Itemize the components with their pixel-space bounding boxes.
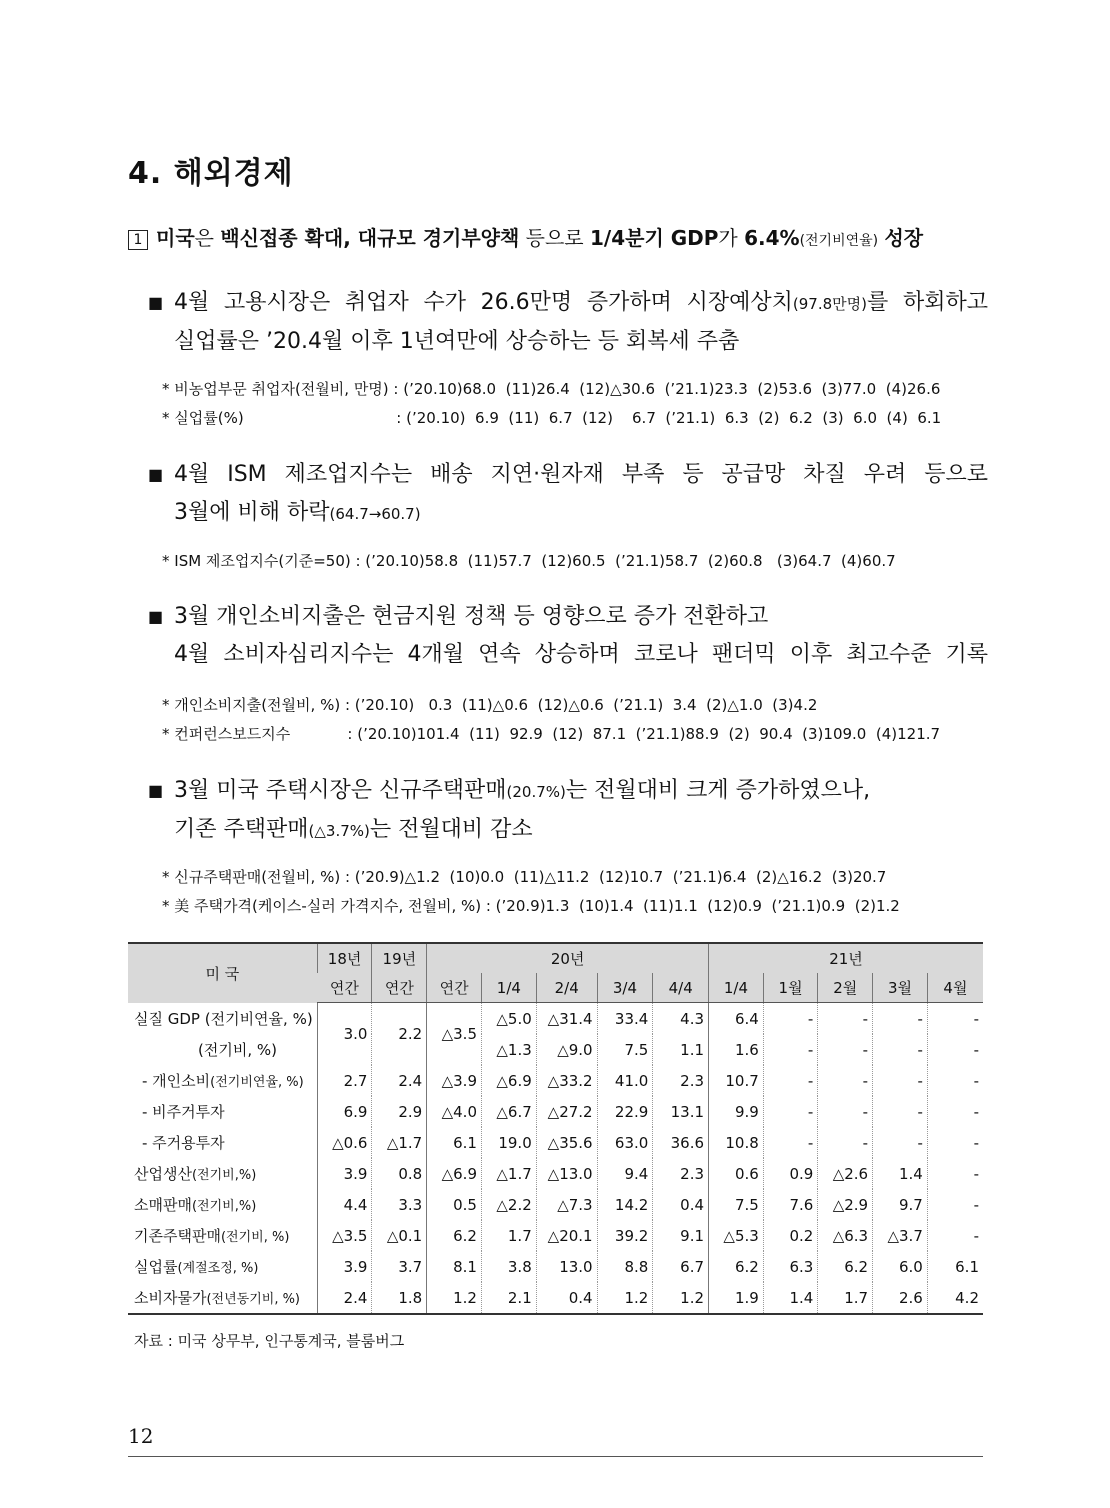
table-cell: △2.9 [818,1189,873,1220]
table-cell: 1.2 [653,1282,709,1314]
table-cell: 2.3 [653,1158,709,1189]
row-label: 산업생산(전기비,%) [134,1165,257,1183]
note-nonfarm: * 비농업부문 취업자(전월비, 만명) : (’20.10)68.0 (11)26.4 (12)△30.6 (’21.1)23.3 (2)53.6 (3)77.0 (4)26.6 [162,380,941,398]
table-cell: 1.9 [709,1282,764,1314]
bullet-employment: ■ 4월 고용시장은 취업자 수가 26.6만명 증가하며 시장예상치(97.8만명)를 하회하고 실업률은 ’20.4월 이후 1년여만에 상승하는 등 회복세 주춤 [148,284,988,361]
source-note: 자료 : 미국 상무부, 인구통계국, 블룸버그 [134,1332,405,1350]
bullet-square-icon: ■ [148,607,164,626]
note-pce: * 개인소비지출(전월비, %) : (’20.10) 0.3 (11)△0.6 (12)△0.6 (’21.1) 3.4 (2)△1.0 (3)4.2 [162,696,818,714]
table-cell: △6.7 [481,1096,536,1127]
table-cell: 13.1 [653,1096,709,1127]
table-row [128,1251,983,1282]
table-cell: 6.3 [763,1251,818,1282]
year-header-20: 20년 [427,943,709,973]
table-cell: △3.5 [317,1220,372,1251]
table-cell: △20.1 [536,1220,597,1251]
table-cell: 6.7 [653,1251,709,1282]
table-cell: - [763,1127,818,1158]
table-cell: △6.9 [427,1158,482,1189]
table-cell: 1.8 [372,1282,427,1314]
table-cell: 9.1 [653,1220,709,1251]
year-header-18: 18년 [317,943,372,973]
table-cell: - [927,1127,983,1158]
table-row [128,1096,983,1127]
table-row-gdp: 실질 GDP (전기비연율, %) 3.0 2.2 △3.5 △5.0 △31.4 33.4 4.3 6.4 - - - - [128,1003,983,1035]
row-label: 기존주택판매(전기비, %) [134,1227,290,1245]
table-cell: - [763,1096,818,1127]
table-cell: 3.7 [372,1251,427,1282]
row-label: - 개인소비(전기비연율, %) [142,1072,304,1090]
table-cell: 6.1 [927,1251,983,1282]
footer-rule [128,1456,983,1457]
table-cell: 10.7 [709,1065,764,1096]
year-header-21: 21년 [709,943,983,973]
table-cell: 1.7 [818,1282,873,1314]
table-cell: - [873,1096,928,1127]
table-cell: - [873,1065,928,1096]
table-cell: △4.0 [427,1096,482,1127]
us-indicators-table [128,942,983,1315]
table-cell: 7.6 [763,1189,818,1220]
table-cell: 2.4 [317,1282,372,1314]
row-label: - 주거용투자 [142,1134,225,1152]
table-cell: 6.9 [317,1096,372,1127]
table-cell: 41.0 [597,1065,653,1096]
table-row [128,1065,983,1096]
table-row [128,1220,983,1251]
table-cell: 6.1 [427,1127,482,1158]
table-cell: 6.2 [709,1251,764,1282]
lead-summary: 1 미국은 백신접종 확대, 대규모 경기부양책 등으로 1/4분기 GDP가 6.4%(전기비연율) 성장 [128,222,923,251]
table-cell: 3.8 [481,1251,536,1282]
note-conference-board: * 컨퍼런스보드지수 : (’20.10)101.4 (11) 92.9 (12) 87.1 (’21.1)88.9 (2) 90.4 (3)109.0 (4)121.7 [162,725,941,743]
table-cell: 3.3 [372,1189,427,1220]
table-cell: △3.7 [873,1220,928,1251]
table-cell: 9.9 [709,1096,764,1127]
table-cell: 7.5 [709,1189,764,1220]
table-cell: 1.2 [427,1282,482,1314]
table-cell: - [763,1065,818,1096]
table-cell: △1.7 [372,1127,427,1158]
table-cell: 0.4 [653,1189,709,1220]
bullet-square-icon: ■ [148,781,164,800]
table-cell: 8.8 [597,1251,653,1282]
table-cell: 19.0 [481,1127,536,1158]
year-header-19: 19년 [372,943,427,973]
table-cell: 9.7 [873,1189,928,1220]
table-cell: △35.6 [536,1127,597,1158]
bullet-consumption: ■ 3월 개인소비지출은 현금지원 정책 등 영향으로 증가 전환하고 4월 소비자심리지수는 4개월 연속 상승하며 코로나 팬더믹 이후 최고수준 기록 [148,598,988,674]
table-cell: 63.0 [597,1127,653,1158]
table-row [128,1127,983,1158]
table-cell: 9.4 [597,1158,653,1189]
table-cell: △2.6 [818,1158,873,1189]
table-cell: - [927,1189,983,1220]
table-cell: 2.6 [873,1282,928,1314]
table-cell: △6.9 [481,1065,536,1096]
note-unemployment: * 실업률(%) : (’20.10) 6.9 (11) 6.7 (12) 6.7 (’21.1) 6.3 (2) 6.2 (3) 6.0 (4) 6.1 [162,409,942,427]
table-cell: - [927,1158,983,1189]
row-label: 실업률(계절조정, %) [134,1258,259,1276]
table-cell: 2.3 [653,1065,709,1096]
table-cell: - [927,1220,983,1251]
table-cell: △0.1 [372,1220,427,1251]
table-cell: 0.9 [763,1158,818,1189]
note-ism: * ISM 제조업지수(기준=50) : (’20.10)58.8 (11)57.7 (12)60.5 (’21.1)58.7 (2)60.8 (3)64.7 (4)60.7 [162,552,896,570]
table-cell: 13.0 [536,1251,597,1282]
page-number: 12 [128,1424,154,1448]
table-cell: 2.1 [481,1282,536,1314]
table-cell: △0.6 [317,1127,372,1158]
table-cell: - [818,1127,873,1158]
table-cell: - [818,1065,873,1096]
table-cell: 3.9 [317,1158,372,1189]
table-cell: 6.0 [873,1251,928,1282]
table-cell: - [927,1065,983,1096]
table-cell: △5.3 [709,1220,764,1251]
table-cell: - [873,1127,928,1158]
row-label: - 비주거투자 [142,1103,225,1121]
table-cell: △2.2 [481,1189,536,1220]
table-cell: 0.4 [536,1282,597,1314]
table-cell: 6.2 [427,1220,482,1251]
section-title: 4. 해외경제 [128,156,294,191]
table-cell: 2.4 [372,1065,427,1096]
table-row [128,1282,983,1314]
table-cell: 1.7 [481,1220,536,1251]
table-cell: 4.4 [317,1189,372,1220]
table-cell: 1.4 [873,1158,928,1189]
lead-subject: 미국 [156,226,195,250]
table-cell: 1.4 [763,1282,818,1314]
table-cell: 0.2 [763,1220,818,1251]
table-cell: 36.6 [653,1127,709,1158]
table-cell: △33.2 [536,1065,597,1096]
table-cell: 0.5 [427,1189,482,1220]
section-number-box: 1 [128,230,148,250]
table-cell: 6.2 [818,1251,873,1282]
table-cell: 10.8 [709,1127,764,1158]
period-header-row: 연간 연간 연간 1/4 2/4 3/4 4/4 1/4 1월 2월 3월 4월 [128,973,983,1003]
table-cell: 14.2 [597,1189,653,1220]
table-row [128,1158,983,1189]
table-cell: △27.2 [536,1096,597,1127]
bullet-ism: ■ 4월 ISM 제조업지수는 배송 지연·원자재 부족 등 공급망 차질 우려 등으로 3월에 비해 하락(64.7→60.7) [148,456,988,533]
table-cell: 8.1 [427,1251,482,1282]
table-cell: 0.6 [709,1158,764,1189]
note-new-home-sales: * 신규주택판매(전월비, %) : (’20.9)△1.2 (10)0.0 (11)△11.2 (12)10.7 (’21.1)6.4 (2)△16.2 (3)20.7 [162,868,887,886]
table-cell: 0.8 [372,1158,427,1189]
table-cell: - [927,1096,983,1127]
note-case-shiller: * 美 주택가격(케이스-실러 가격지수, 전월비, %) : (’20.9)1.3 (10)1.4 (11)1.1 (12)0.9 (’21.1)0.9 (2)1.2 [162,897,900,915]
table-cell: △13.0 [536,1158,597,1189]
table-cell: 39.2 [597,1220,653,1251]
table-cell: 3.9 [317,1251,372,1282]
table-cell: 2.7 [317,1065,372,1096]
table-cell: 1.2 [597,1282,653,1314]
bullet-square-icon: ■ [148,293,164,312]
table-cell: - [818,1096,873,1127]
table-cell: 4.2 [927,1282,983,1314]
table-corner-header: 미 국 [128,943,317,1003]
table-row-gdp-qoq: (전기비, %) △1.3 △9.0 7.5 1.1 1.6 - - - - [128,1034,983,1065]
row-label: 소비자물가(전년동기비, %) [128,1282,317,1314]
bullet-square-icon: ■ [148,465,164,484]
table-cell: △3.9 [427,1065,482,1096]
table-cell: 22.9 [597,1096,653,1127]
table-cell: △6.3 [818,1220,873,1251]
table-cell: 2.9 [372,1096,427,1127]
row-label: 소매판매(전기비,%) [134,1196,257,1214]
bullet-housing: ■ 3월 미국 주택시장은 신규주택판매(20.7%)는 전월대비 크게 증가하였으나, 기존 주택판매(△3.7%)는 전월대비 감소 [148,772,988,850]
table-row [128,1189,983,1220]
table-cell: △7.3 [536,1189,597,1220]
table-cell: △1.7 [481,1158,536,1189]
